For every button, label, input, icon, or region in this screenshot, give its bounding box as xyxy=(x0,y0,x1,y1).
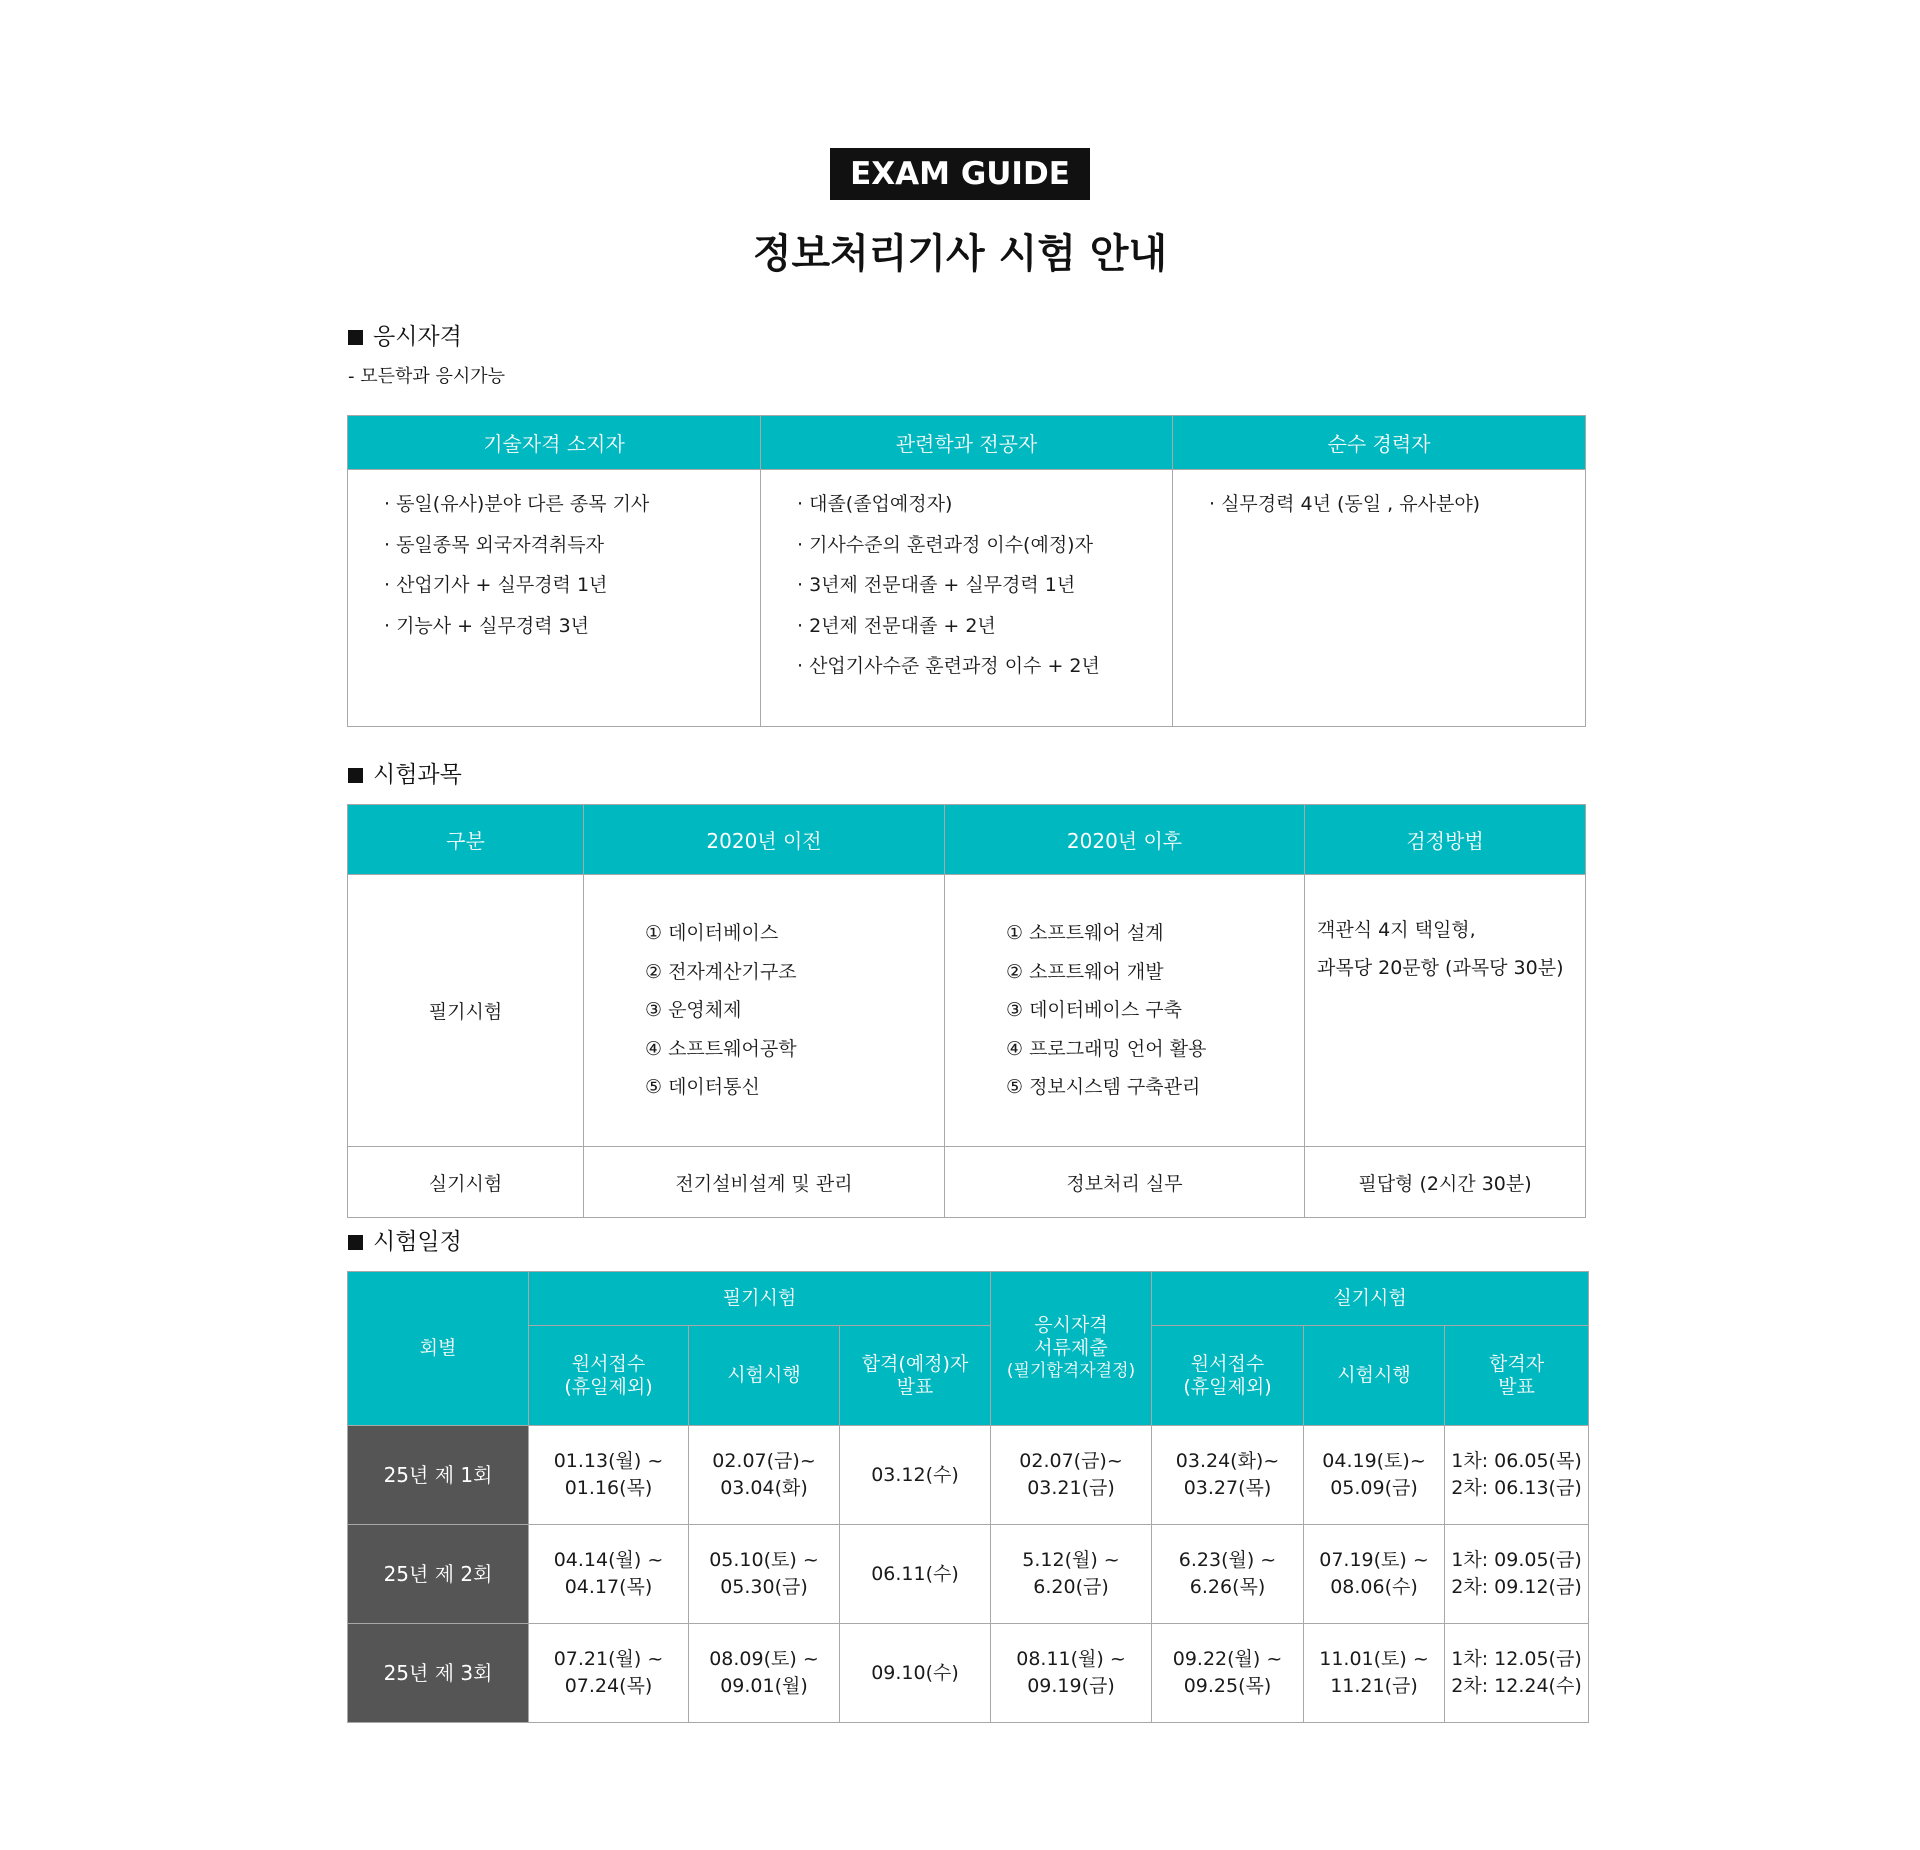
date-line: 07.19(토) ~ xyxy=(1319,1549,1429,1571)
practical-exam-cell xyxy=(1304,1525,1445,1624)
schedule-heading xyxy=(348,1223,462,1256)
qual-cell-career xyxy=(1173,470,1586,727)
written-exam-cell xyxy=(689,1426,840,1525)
subject-item: ④ 프로그래밍 언어 활용 xyxy=(1006,1037,1207,1060)
header-line: 원서접수 xyxy=(571,1352,646,1375)
date-line: 07.21(월) ~ xyxy=(553,1648,664,1670)
date-line: 6.20(금) xyxy=(1033,1576,1109,1598)
practical-label: 실기시험 xyxy=(348,1147,584,1218)
round-label: 25년 제 2회 xyxy=(348,1525,529,1624)
qual-item: · 3년제 전문대졸 + 실무경력 1년 xyxy=(797,574,1076,596)
date-line: 01.13(월) ~ xyxy=(553,1450,664,1472)
practical-result-cell xyxy=(1445,1426,1589,1525)
date-line: 09.10(수) xyxy=(871,1661,959,1684)
subj-header-method: 검정방법 xyxy=(1305,805,1586,875)
header-line: 시험시행 xyxy=(727,1364,801,1386)
date-line: 09.19(금) xyxy=(1027,1675,1115,1697)
date-line: 02.07(금)~ xyxy=(1019,1450,1123,1472)
date-line: 02.07(금)~ xyxy=(712,1450,816,1472)
docs-cell xyxy=(991,1525,1152,1624)
sub-practical-result xyxy=(1445,1326,1589,1426)
written-exam-cell xyxy=(689,1624,840,1723)
header-line: 서류제출 xyxy=(1034,1337,1108,1359)
subject-item: ① 소프트웨어 설계 xyxy=(1006,922,1164,945)
date-line: 05.09(금) xyxy=(1330,1477,1418,1499)
date-line: 07.24(목) xyxy=(564,1675,653,1697)
date-line: 08.06(수) xyxy=(1330,1576,1418,1598)
date-line: 2차: 12.24(수) xyxy=(1451,1675,1582,1697)
date-line: 01.16(목) xyxy=(564,1477,653,1499)
header-line: 응시자격 xyxy=(1034,1314,1108,1336)
qual-header-major: 관련학과 전공자 xyxy=(761,416,1173,470)
schedule-subheader-row xyxy=(348,1326,1589,1426)
date-line: 1차: 06.05(목) xyxy=(1451,1450,1582,1472)
date-line: 03.21(금) xyxy=(1027,1477,1115,1499)
badge-wrap xyxy=(0,148,1920,200)
date-line: 03.24(화)~ xyxy=(1175,1450,1280,1472)
qualification-header-row xyxy=(348,416,1586,470)
subject-item: ⑤ 데이터통신 xyxy=(645,1076,760,1099)
subject-item: ② 전자계산기구조 xyxy=(645,960,797,983)
subjects-header-row xyxy=(348,805,1586,875)
written-result-cell xyxy=(840,1426,991,1525)
qualification-note: - 모든학과 응시가능 xyxy=(348,366,506,387)
qualification-table xyxy=(347,415,1586,727)
date-line: 09.01(월) xyxy=(720,1675,808,1697)
date-line: 6.23(월) ~ xyxy=(1178,1549,1277,1571)
schedule-title: 시험일정 xyxy=(373,1229,462,1255)
written-label: 필기시험 xyxy=(348,875,584,1147)
exam-guide-badge: EXAM GUIDE xyxy=(830,148,1090,200)
schedule-row-2 xyxy=(348,1525,1589,1624)
docs-cell xyxy=(991,1426,1152,1525)
qual-item: · 산업기사 + 실무경력 1년 xyxy=(384,574,608,596)
qualification-title: 응시자격 xyxy=(373,324,462,350)
qual-item: · 기사수준의 훈련과정 이수(예정)자 xyxy=(797,533,1093,556)
schedule-row-3 xyxy=(348,1624,1589,1723)
written-method-cell xyxy=(1305,875,1586,1147)
date-line: 05.10(토) ~ xyxy=(709,1549,819,1571)
qual-list xyxy=(1209,484,1585,525)
sched-header-docs xyxy=(991,1272,1152,1426)
header-line: (휴일제외) xyxy=(1183,1375,1272,1398)
header-line: 합격자 xyxy=(1488,1352,1545,1375)
sub-written-apply xyxy=(529,1326,689,1426)
subj-header-after: 2020년 이후 xyxy=(945,805,1305,875)
header-line: 시험시행 xyxy=(1337,1364,1411,1386)
schedule-row-1 xyxy=(348,1426,1589,1525)
written-apply-cell xyxy=(529,1525,689,1624)
written-after-cell xyxy=(945,875,1305,1147)
practical-apply-cell xyxy=(1152,1525,1304,1624)
round-label: 25년 제 1회 xyxy=(348,1426,529,1525)
page-title: 정보처리기사 시험 안내 xyxy=(752,231,1168,277)
subject-list xyxy=(946,914,1303,1107)
date-line: 6.26(목) xyxy=(1189,1576,1266,1598)
practical-method: 필답형 (2시간 30분) xyxy=(1305,1147,1586,1218)
round-label: 25년 제 3회 xyxy=(348,1624,529,1723)
qual-cell-major xyxy=(761,470,1173,727)
qual-cell-certified xyxy=(348,470,761,727)
written-before-cell xyxy=(584,875,945,1147)
header-line: 발표 xyxy=(1498,1375,1535,1398)
sched-header-round: 회별 xyxy=(348,1272,529,1426)
subjects-heading xyxy=(348,756,462,789)
header-line: 원서접수 xyxy=(1190,1352,1265,1375)
date-line: 06.11(수) xyxy=(871,1562,959,1585)
practical-after: 정보처리 실무 xyxy=(945,1147,1305,1218)
subject-item: ③ 운영체제 xyxy=(645,999,742,1022)
subj-header-type: 구분 xyxy=(348,805,584,875)
practical-result-cell xyxy=(1445,1624,1589,1723)
date-line: 03.04(화) xyxy=(720,1477,808,1499)
practical-exam-cell xyxy=(1304,1624,1445,1723)
sub-written-result xyxy=(840,1326,991,1426)
date-line: 08.11(월) ~ xyxy=(1016,1648,1126,1670)
written-exam-cell xyxy=(689,1525,840,1624)
header-line: (필기합격자결정) xyxy=(1006,1361,1136,1381)
subject-item: ③ 데이터베이스 구축 xyxy=(1006,999,1182,1022)
square-bullet-icon xyxy=(348,768,363,783)
header-line: (휴일제외) xyxy=(564,1375,653,1398)
sub-practical-exam xyxy=(1304,1326,1445,1426)
subject-item: ⑤ 정보시스템 구축관리 xyxy=(1006,1076,1201,1099)
qual-item: · 동일종목 외국자격취득자 xyxy=(384,533,605,556)
subject-item: ④ 소프트웨어공학 xyxy=(645,1037,797,1060)
date-line: 11.21(금) xyxy=(1330,1675,1418,1697)
qual-header-career: 순수 경력자 xyxy=(1173,416,1586,470)
date-line: 2차: 09.12(금) xyxy=(1451,1576,1582,1598)
square-bullet-icon xyxy=(348,1235,363,1250)
date-line: 1차: 12.05(금) xyxy=(1451,1648,1582,1670)
sub-practical-apply xyxy=(1152,1326,1304,1426)
subjects-title: 시험과목 xyxy=(373,762,462,788)
sched-header-practical: 실기시험 xyxy=(1152,1272,1589,1326)
date-line: 5.12(월) ~ xyxy=(1022,1549,1120,1571)
written-result-cell xyxy=(840,1624,991,1723)
qualification-heading xyxy=(348,318,462,351)
written-apply-cell xyxy=(529,1426,689,1525)
subjects-table xyxy=(347,804,1586,1218)
square-bullet-icon xyxy=(348,330,363,345)
subj-header-before: 2020년 이전 xyxy=(584,805,945,875)
date-line: 03.12(수) xyxy=(871,1463,959,1486)
qual-item: · 기능사 + 실무경력 3년 xyxy=(384,614,590,637)
subject-item: ② 소프트웨어 개발 xyxy=(1006,960,1164,983)
practical-result-cell xyxy=(1445,1525,1589,1624)
date-line: 05.30(금) xyxy=(720,1576,808,1598)
date-line: 09.25(목) xyxy=(1183,1675,1272,1697)
schedule-header-row xyxy=(348,1272,1589,1326)
practical-exam-row xyxy=(348,1147,1586,1218)
written-apply-cell xyxy=(529,1624,689,1723)
qual-item: · 대졸(졸업예정자) xyxy=(797,493,953,515)
sched-header-written: 필기시험 xyxy=(529,1272,991,1326)
method-line: 객관식 4지 택일형, xyxy=(1317,919,1476,941)
qualification-body-row xyxy=(348,470,1586,727)
date-line: 08.09(토) ~ xyxy=(709,1648,819,1670)
date-line: 11.01(토) ~ xyxy=(1319,1648,1429,1670)
date-line: 1차: 09.05(금) xyxy=(1451,1549,1582,1571)
docs-cell xyxy=(991,1624,1152,1723)
qual-item: · 산업기사수준 훈련과정 이수 + 2년 xyxy=(797,655,1100,677)
header-line: 합격(예정)자 xyxy=(861,1352,969,1375)
practical-apply-cell xyxy=(1152,1624,1304,1723)
qual-header-certified: 기술자격 소지자 xyxy=(348,416,761,470)
sub-written-exam xyxy=(689,1326,840,1426)
date-line: 2차: 06.13(금) xyxy=(1451,1477,1582,1499)
qual-item: · 2년제 전문대졸 + 2년 xyxy=(797,614,996,637)
method-line: 과목당 20문항 (과목당 30분) xyxy=(1317,957,1564,979)
qual-list xyxy=(797,484,1172,687)
qual-item: · 실무경력 4년 (동일 , 유사분야) xyxy=(1209,493,1481,515)
written-result-cell xyxy=(840,1525,991,1624)
date-line: 03.27(목) xyxy=(1183,1477,1272,1499)
practical-before: 전기설비설계 및 관리 xyxy=(584,1147,945,1218)
header-line: 발표 xyxy=(896,1375,934,1398)
qual-item: · 동일(유사)분야 다른 종목 기사 xyxy=(384,493,650,515)
date-line: 09.22(월) ~ xyxy=(1172,1648,1283,1670)
date-line: 04.19(토)~ xyxy=(1322,1450,1426,1472)
date-line: 04.17(목) xyxy=(564,1576,653,1598)
practical-apply-cell xyxy=(1152,1426,1304,1525)
schedule-table xyxy=(347,1271,1589,1723)
written-exam-row xyxy=(348,875,1586,1147)
subject-item: ① 데이터베이스 xyxy=(645,922,779,945)
date-line: 04.14(월) ~ xyxy=(553,1549,664,1571)
practical-exam-cell xyxy=(1304,1426,1445,1525)
subject-list xyxy=(585,914,943,1107)
qual-list xyxy=(384,484,760,646)
